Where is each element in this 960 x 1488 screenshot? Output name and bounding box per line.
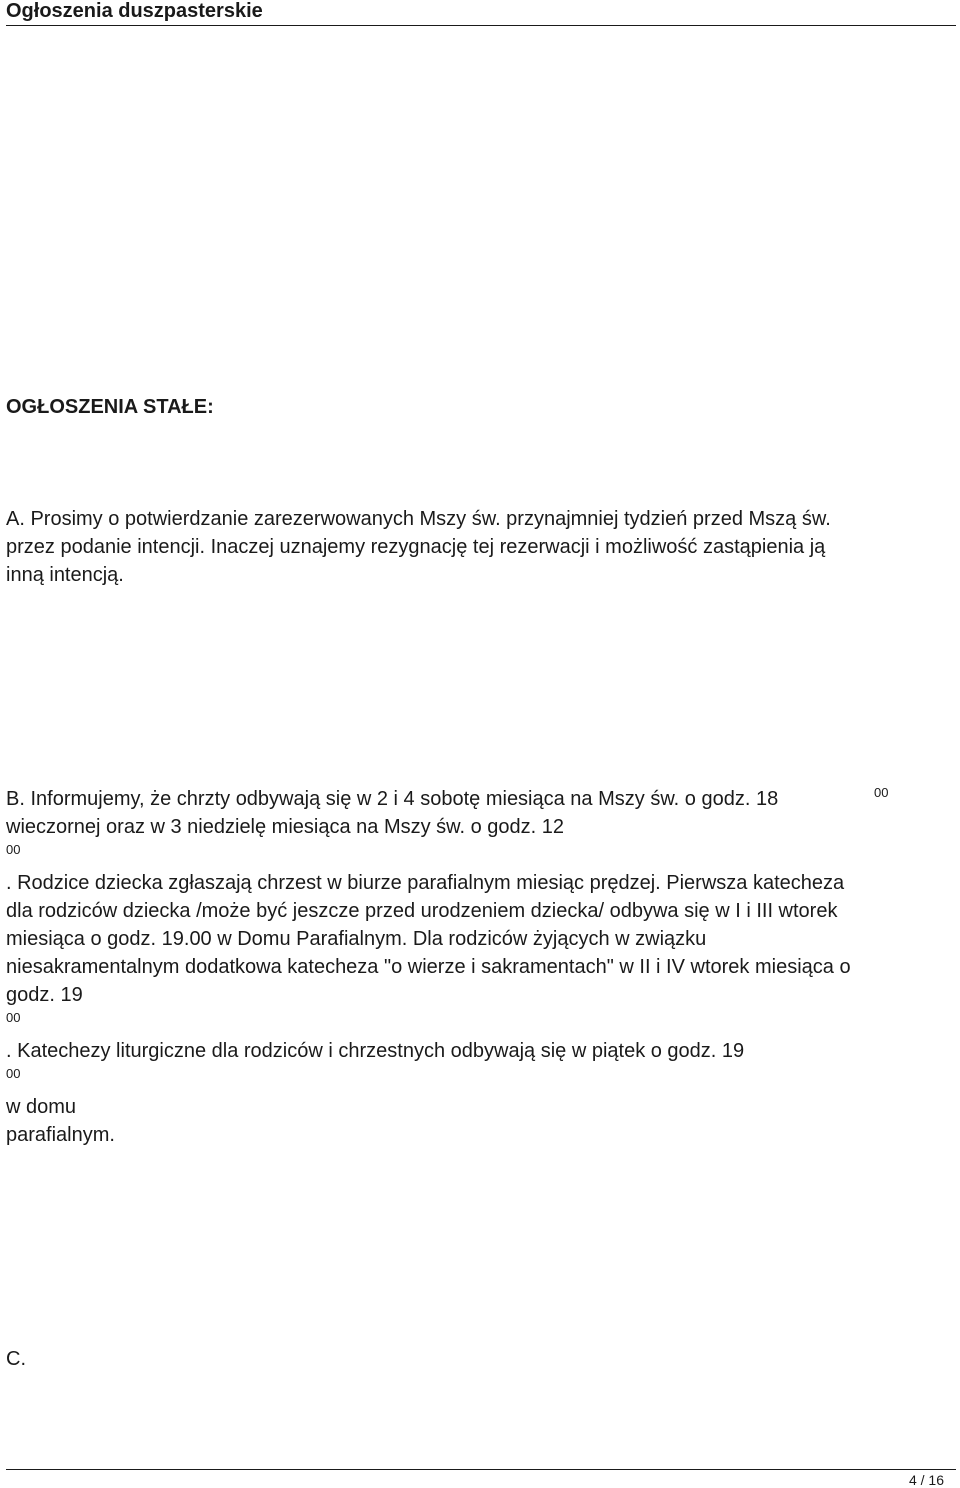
announcement-b-line-9: w domu — [6, 1096, 77, 1118]
announcement-b-line-10: parafialnym. — [6, 1124, 115, 1146]
announcement-b-line-3: . Rodzice dziecka zgłaszają chrzest w biurze parafialnym miesiąc prędzej. Pierwsza katecheza — [6, 872, 845, 894]
announcement-b-line-1: B. Informujemy, że chrzty odbywają się w 2 i 4 sobotę miesiąca na Mszy św. o godz. 18 — [6, 788, 779, 810]
announcement-a-line-1: A. Prosimy o potwierdzanie zarezerwowanych Mszy św. przynajmniej tydzień przed Mszą św. — [6, 508, 831, 530]
announcement-b-line-2-minutes: 00 — [6, 842, 21, 857]
section-heading: OGŁOSZENIA STAŁE: — [6, 396, 214, 418]
page-header-title: Ogłoszenia duszpasterskie — [6, 0, 263, 22]
announcement-a-line-3: inną intencją. — [6, 564, 124, 586]
announcement-b-line-8: . Katechezy liturgiczne dla rodziców i chrzestnych odbywają się w piątek o godz. 19 — [6, 1040, 745, 1062]
announcement-b-line-7: godz. 19 — [6, 984, 83, 1006]
announcement-b-line-6: niesakramentalnym dodatkowa katecheza "o wierze i sakramentach" w II i IV wtorek miesiąca o — [6, 956, 851, 978]
announcement-b-line-1-superscript: 00 — [874, 785, 889, 800]
announcement-a-line-2: przez podanie intencji. Inaczej uznajemy rezygnację tej rezerwacji i możliwość zastąpienia ją — [6, 536, 826, 558]
announcement-b-line-7-minutes: 00 — [6, 1010, 21, 1025]
footer-divider — [6, 1469, 956, 1470]
announcement-b-line-4: dla rodziców dziecka /może być jeszcze przed urodzeniem dziecka/ odbywa się w I i III wtorek — [6, 900, 838, 922]
header-divider — [6, 25, 956, 26]
announcement-b-line-8-minutes: 00 — [6, 1066, 21, 1081]
page-number: 4 / 16 — [908, 1472, 944, 1488]
announcement-b-line-2: wieczornej oraz w 3 niedzielę miesiąca na Mszy św. o godz. 12 — [6, 816, 565, 838]
announcement-c-label: C. — [6, 1348, 26, 1370]
announcement-b-line-5: miesiąca o godz. 19.00 w Domu Parafialnym. Dla rodziców żyjących w związku — [6, 928, 707, 950]
